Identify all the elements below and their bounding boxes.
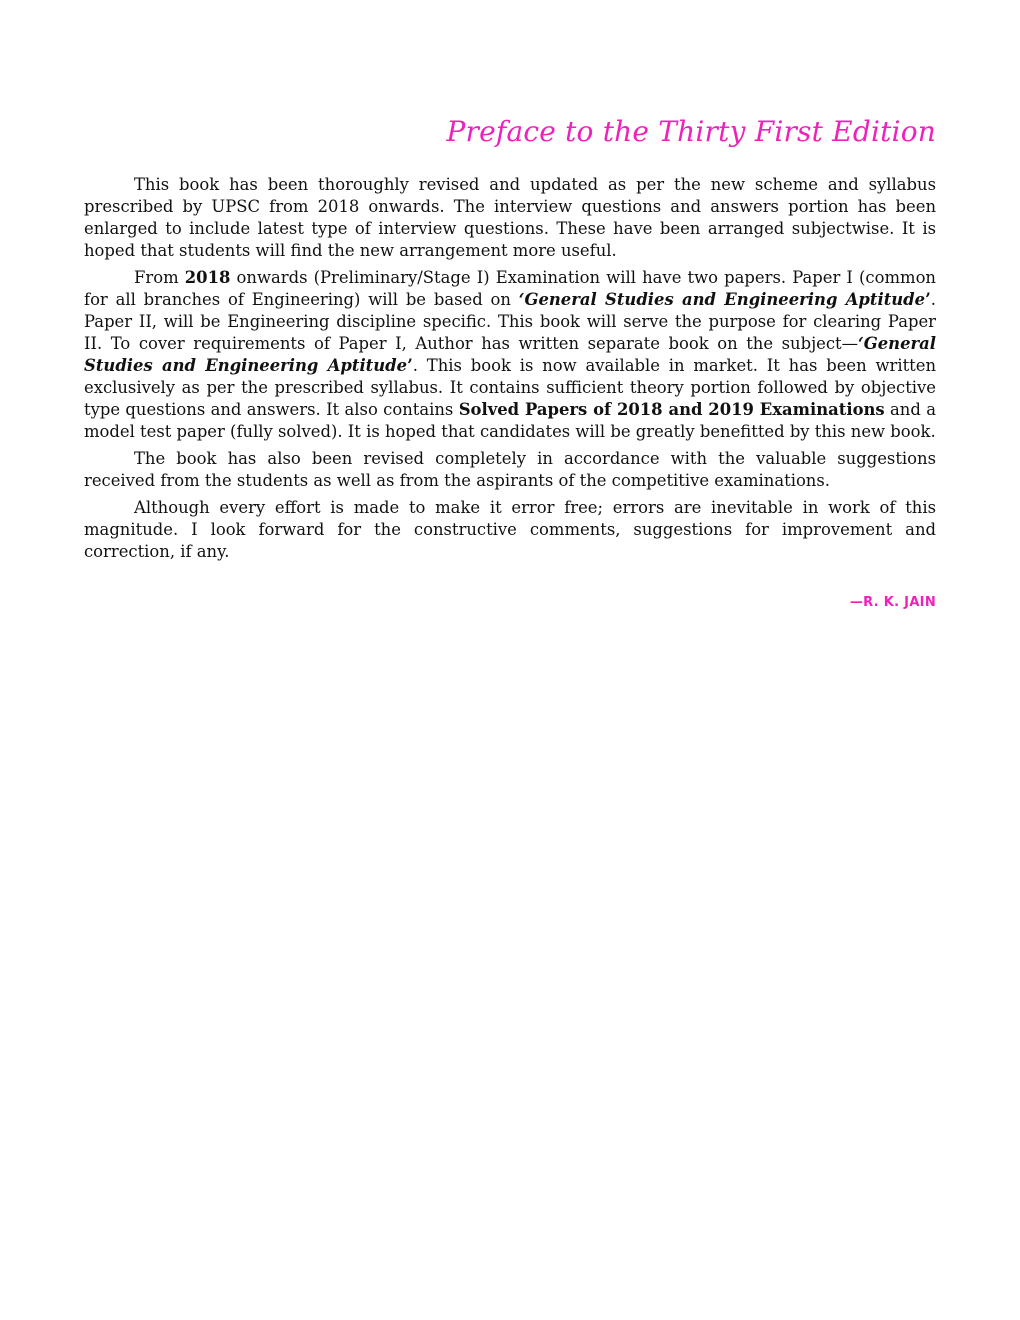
paragraph-2-text: . Paper II, will be Engineering discipline specific. This book will serve the purpose for clearing Paper II. To cover requirements of Paper I, Author has written separate book on the subject— bbox=[84, 290, 937, 353]
preface-page bbox=[84, 112, 936, 610]
paragraph-1: This book has been thoroughly revised and updated as per the new scheme and syllabus prescribed by UPSC from 2018 onwards. The interview questions and answers portion has been enlarged to include latest type of interview questions. These have been arranged subjectwise. It is hoped that students will find the new arrangement more useful. bbox=[84, 175, 936, 260]
paragraph-2-text: onwards (Preliminary/Stage I) Examination will have two papers. Paper I (common for all branches of Engineering) will be based on bbox=[84, 268, 936, 309]
paragraph-2-text: . This book is now available in market. It has been written exclusively as per the prescribed syllabus. It contains sufficient theory portion followed by objective type questions and answers. It also contains bbox=[84, 356, 936, 419]
paragraph-3: The book has also been revised completely in accordance with the valuable suggestions received from the students as well as from the aspirants of the competitive examinations. bbox=[84, 449, 936, 490]
paragraph-2-text: From bbox=[134, 268, 185, 287]
year-highlight: 2018 bbox=[184, 268, 231, 287]
closing-quote: ’ bbox=[925, 290, 931, 309]
solved-papers-emphasis: Solved Papers of 2018 and 2019 Examinations bbox=[458, 400, 885, 419]
book-title-emphasis: ‘General Studies and Engineering Aptitude bbox=[518, 290, 926, 309]
closing-quote: ’ bbox=[407, 356, 413, 375]
paragraph-2-text: and a model test paper (fully solved). It is hoped that candidates will be greatly benefitted by this new book. bbox=[84, 400, 937, 441]
paragraph-2 bbox=[84, 267, 936, 443]
author-signature: —R. K. JAIN bbox=[849, 595, 936, 610]
book-title-emphasis: ‘General Studies and Engineering Aptitude bbox=[84, 334, 936, 375]
page-title: Preface to the Thirty First Edition bbox=[446, 115, 936, 148]
paragraph-4: Although every effort is made to make it error free; errors are inevitable in work of this magnitude. I look forward for the constructive comments, suggestions for improvement and correction, if any. bbox=[84, 498, 936, 561]
